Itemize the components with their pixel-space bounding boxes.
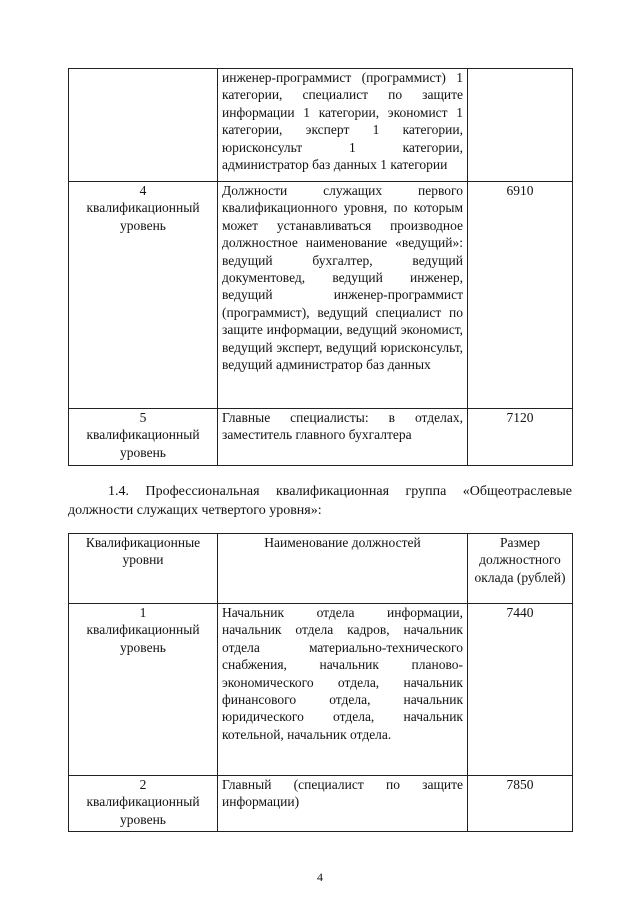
level-cell: [69, 409, 218, 466]
position-cell: Главный (специалист по защите информации): [218, 776, 468, 832]
level-word: квалификационный: [86, 622, 200, 638]
section-1-4-paragraph: 1.4. Профессиональная квалификационная группа «Общеотраслевые должности служащих четвертого уровня»:: [68, 484, 572, 518]
position-cell: Должности служащих первого квалификационного уровня, по которым может устанавливаться производное должностное наименование «ведущий»: ведущий бухгалтер, ведущий документовед, ведущий инженер, ведущий инженер-программист (программист), ведущий специалист по защите информации, ведущий экономист, ведущий эксперт, ведущий юрисконсульт, ведущий администратор баз данных: [218, 182, 468, 409]
salary-cell: 7850: [468, 776, 573, 832]
level-number: 5: [139, 410, 147, 425]
table-row: [69, 409, 573, 466]
salary-cell: 7120: [468, 409, 573, 466]
page-number: 4: [317, 870, 323, 884]
level-number: 1: [139, 605, 147, 620]
salary-cell: 7440: [468, 604, 573, 776]
level-word: квалификационный: [86, 427, 200, 443]
level-word-2: уровень: [120, 444, 166, 460]
header-salary: Размер должностного оклада (рублей): [468, 534, 573, 604]
salary-cell: 6910: [468, 182, 573, 409]
table-row: [69, 776, 573, 832]
table-continued: [68, 68, 573, 466]
header-name: Наименование должностей: [218, 534, 468, 604]
level-cell: [69, 69, 218, 182]
level-word-2: уровень: [120, 811, 166, 827]
table-header-row: [69, 534, 573, 604]
header-level: Квалификационные уровни: [69, 534, 218, 604]
level-word: квалификационный: [86, 200, 200, 216]
level-word: квалификационный: [86, 794, 200, 810]
table-row: [69, 604, 573, 776]
table-group-4: [68, 533, 573, 832]
level-number: 4: [139, 183, 147, 198]
table-row: [69, 69, 573, 182]
level-word-2: уровень: [120, 639, 166, 655]
table-row: [69, 182, 573, 409]
position-cell: Начальник отдела информации, начальник отдела кадров, начальник отдела материально-технического снабжения, начальник планово-экономического отдела, начальник финансового отдела, начальник юридического отдела, начальник котельной, начальник отдела.: [218, 604, 468, 776]
level-number: 2: [139, 777, 147, 792]
level-word-2: уровень: [120, 217, 166, 233]
level-cell: [69, 604, 218, 776]
level-cell: [69, 776, 218, 832]
salary-cell: [468, 69, 573, 182]
position-cell: Главные специалисты: в отделах, заместитель главного бухгалтера: [218, 409, 468, 466]
level-cell: [69, 182, 218, 409]
position-cell: инженер-программист (программист) 1 категории, специалист по защите информации 1 категории, экономист 1 категории, эксперт 1 категории, юрисконсульт 1 категории, администратор баз данных 1 категории: [218, 69, 468, 182]
